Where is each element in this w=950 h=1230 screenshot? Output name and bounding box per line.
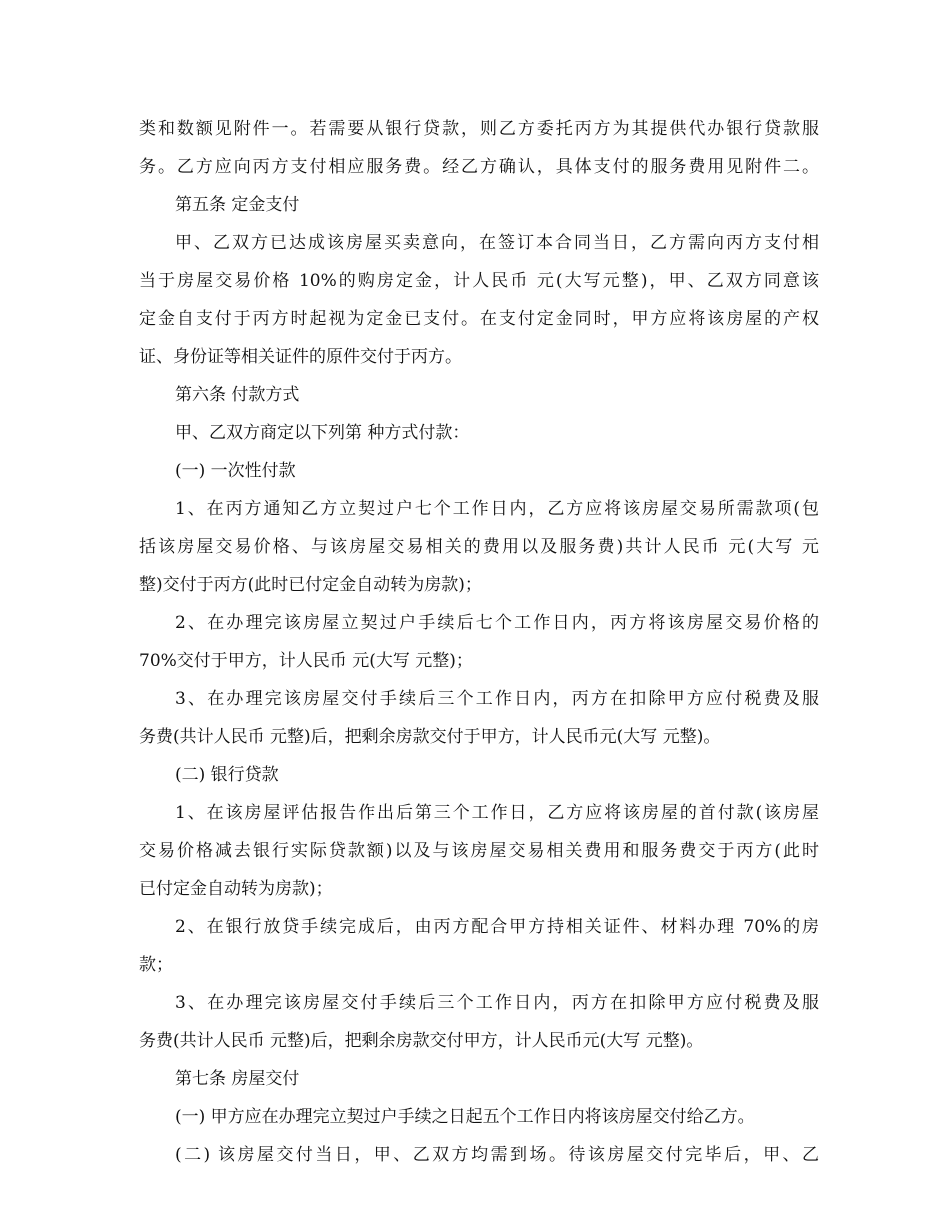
text-line: 甲、乙双方已达成该房屋买卖意向，在签订本合同当日，乙方需向丙方支付相 bbox=[175, 233, 819, 253]
text-line: 务费(共计人民币 元整)后，把剩余房款交付于甲方，计人民币元(大写 元整)。 bbox=[139, 727, 721, 747]
text-line: 3、在办理完该房屋交付手续后三个工作日内，丙方在扣除甲方应付税费及服 bbox=[175, 993, 819, 1013]
text-line: (一) 甲方应在办理完立契过户手续之日起五个工作日内将该房屋交付给乙方。 bbox=[175, 1107, 755, 1127]
subsection-heading: (二) 银行贷款 bbox=[175, 765, 279, 785]
section-heading: 第五条 定金支付 bbox=[175, 195, 300, 215]
text-line: 2、在办理完该房屋立契过户手续后七个工作日内，丙方将该房屋交易价格的 bbox=[175, 613, 819, 633]
text-line: 整)交付于丙方(此时已付定金自动转为房款)； bbox=[139, 575, 482, 595]
text-line: 3、在办理完该房屋交付手续后三个工作日内，丙方在扣除甲方应付税费及服 bbox=[175, 689, 819, 709]
text-line: 款； bbox=[139, 955, 173, 975]
section-heading: 第六条 付款方式 bbox=[175, 385, 300, 405]
text-line: 1、在该房屋评估报告作出后第三个工作日，乙方应将该房屋的首付款(该房屋 bbox=[175, 803, 819, 823]
subsection-heading: (一) 一次性付款 bbox=[175, 461, 296, 481]
text-line: 甲、乙双方商定以下列第 种方式付款： bbox=[175, 423, 470, 443]
text-line: 2、在银行放贷手续完成后，由丙方配合甲方持相关证件、材料办理 70%的房 bbox=[175, 917, 819, 937]
text-line: 70%交付于甲方，计人民币 元(大写 元整)； bbox=[139, 651, 473, 671]
text-line: 证、身份证等相关证件的原件交付于丙方。 bbox=[139, 347, 462, 367]
text-line: 类和数额见附件一。若需要从银行贷款，则乙方委托丙方为其提供代办银行贷款服 bbox=[139, 119, 819, 139]
text-line: 交易价格减去银行实际贷款额)以及与该房屋交易相关费用和服务费交于丙方(此时 bbox=[139, 841, 819, 861]
section-heading: 第七条 房屋交付 bbox=[175, 1069, 300, 1089]
text-line: (二) 该房屋交付当日，甲、乙双方均需到场。待该房屋交付完毕后，甲、乙 bbox=[175, 1145, 819, 1165]
text-line: 1、在丙方通知乙方立契过户七个工作日内，乙方应将该房屋交易所需款项(包 bbox=[175, 499, 819, 519]
text-line: 务费(共计人民币 元整)后，把剩余房款交付甲方，计人民币元(大写 元整)。 bbox=[139, 1031, 704, 1051]
text-line: 当于房屋交易价格 10%的购房定金，计人民币 元(大写元整)，甲、乙双方同意该 bbox=[139, 271, 819, 291]
text-line: 括该房屋交易价格、与该房屋交易相关的费用以及服务费)共计人民币 元(大写 元 bbox=[139, 537, 819, 557]
text-line: 务。乙方应向丙方支付相应服务费。经乙方确认，具体支付的服务费用见附件二。 bbox=[139, 157, 819, 177]
text-line: 定金自支付于丙方时起视为定金已支付。在支付定金同时，甲方应将该房屋的产权 bbox=[139, 309, 819, 329]
text-line: 已付定金自动转为房款)； bbox=[139, 879, 333, 899]
